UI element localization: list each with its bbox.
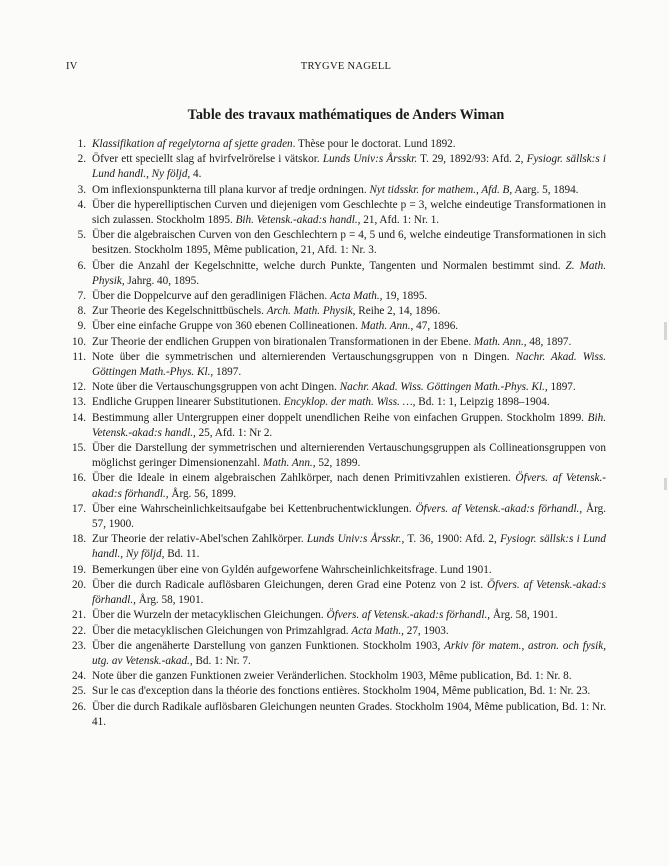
entry-segment: Sur le cas d'exception dans la théorie des fonctions entières. Stockholm 1904, Même publication, Bd. 1: Nr. 23. bbox=[92, 685, 591, 698]
bibliography-entry bbox=[64, 532, 606, 562]
entry-text bbox=[92, 260, 606, 287]
bibliography-list bbox=[64, 137, 606, 730]
entry-segment: Bd. 1: Nr. 7. bbox=[192, 654, 251, 667]
entry-segment: 21, Afd. 1: Nr. 1. bbox=[360, 214, 440, 227]
entry-journal: Öfvers. af Vetensk.-akad:s förhandl., bbox=[92, 472, 606, 500]
entry-journal: Math. Ann., bbox=[473, 335, 527, 348]
entry-number: 26. bbox=[72, 700, 86, 713]
scan-edge-mark bbox=[664, 322, 667, 340]
entry-number: 13. bbox=[72, 396, 86, 409]
bibliography-entry bbox=[64, 198, 606, 228]
entry-segment: Über die metacyklischen Gleichungen von Primzahlgrad. bbox=[92, 624, 352, 637]
entry-segment: Über die Darstellung der symmetrischen und alternierenden Vertauschungsgruppen als Collineationsgruppen von möglichst geringer Dimensionenzahl. bbox=[92, 442, 606, 470]
entry-segment: Årg. 57, 1900. bbox=[92, 502, 606, 531]
entry-journal: Nyt tidsskr. for mathem., Afd. B, bbox=[369, 183, 513, 196]
bibliography-entry bbox=[64, 319, 606, 334]
entry-number: 4. bbox=[77, 198, 86, 211]
entry-segment: Årg. 56, 1899. bbox=[168, 487, 237, 500]
entry-text bbox=[92, 336, 571, 348]
entry-segment: Öfver ett speciellt slag af hvirfvelrörelse i vätskor. bbox=[92, 153, 323, 166]
bibliography-entry bbox=[64, 137, 606, 152]
entry-text bbox=[92, 153, 606, 180]
entry-segment: Über eine einfache Gruppe von 360 ebenen Collineationen. bbox=[92, 320, 361, 333]
entry-segment: 52, 1899. bbox=[315, 457, 361, 470]
entry-segment: Aarg. 5, 1894. bbox=[512, 183, 579, 196]
entry-journal: Nachr. Akad. Wiss. Göttingen Math.-Phys. Kl., bbox=[339, 381, 548, 394]
bibliography-entry bbox=[64, 441, 606, 471]
entry-segment: T. 36, 1900: Afd. 2, bbox=[404, 533, 501, 546]
entry-text bbox=[92, 701, 606, 728]
entry-number: 2. bbox=[77, 153, 86, 166]
entry-segment: Über die Doppelcurve auf den geradlinigen Flächen. bbox=[92, 290, 330, 303]
entry-number: 5. bbox=[77, 229, 86, 242]
entry-journal: Math. Ann., bbox=[360, 320, 414, 333]
entry-text bbox=[92, 320, 458, 332]
entry-number: 8. bbox=[77, 305, 86, 318]
bibliography-entry bbox=[64, 624, 606, 639]
entry-text bbox=[92, 670, 572, 682]
bibliography-entry bbox=[64, 471, 606, 501]
entry-journal: Fysiogr. sällsk:s i Lund handl., Ny följd, bbox=[92, 153, 607, 181]
entry-journal: Öfvers. af Vetensk.-akad:s förhandl., bbox=[415, 502, 583, 515]
entry-journal: Bih. Vetensk.-akad:s handl., bbox=[235, 214, 361, 227]
entry-journal: Arkiv för matem., astron. och fysik, utg. av Vetensk.-akad., bbox=[92, 639, 606, 667]
entry-number: 1. bbox=[77, 138, 86, 150]
entry-segment: Bestimmung aller Untergruppen einer doppelt unendlichen Reihe von einfachen Gruppen. Stockholm 1899. bbox=[92, 411, 588, 424]
running-head bbox=[66, 61, 626, 75]
entry-journal: Math. Ann., bbox=[262, 457, 316, 470]
bibliography-entry bbox=[64, 259, 606, 289]
entry-segment: Über die algebraischen Curven von den Geschlechtern p = 4, 5 und 6, welche eindeutige Transformationen in sich besitzen. Stockholm 1895, Même publication, 21, Afd. 1: Nr. 3. bbox=[92, 229, 606, 257]
entry-segment: Über die Anzahl der Kegelschnitte, welche durch Punkte, Tangenten und Normalen bestimmt sind. bbox=[92, 259, 566, 272]
entry-segment: Bemerkungen über eine von Gyldén aufgeworfene Wahrscheinlichkeitsfrage. Lund 1901. bbox=[92, 563, 492, 576]
entry-segment: T. 29, 1892/93: Afd. 2, bbox=[417, 153, 527, 166]
entry-segment: Om inflexionspunkterna till plana kurvor af tredje ordningen. bbox=[92, 183, 370, 196]
entry-text bbox=[92, 640, 606, 667]
entry-segment: Reihe 2, 14, 1896. bbox=[355, 305, 441, 318]
entry-number: 21. bbox=[72, 609, 86, 622]
entry-journal: Öfvers. af Vetensk.-akad:s förhandl., bbox=[326, 609, 491, 622]
entry-journal: Klassifikation af regelytorna af sjette graden bbox=[92, 138, 293, 150]
entry-text bbox=[92, 305, 440, 317]
entry-text bbox=[92, 625, 449, 637]
bibliography-entry bbox=[64, 411, 606, 441]
entry-segment: 1897. bbox=[213, 366, 242, 379]
entry-segment: 4. bbox=[190, 168, 202, 181]
entry-journal: Öfvers. af Vetensk.-akad:s förhandl., bbox=[92, 578, 606, 607]
entry-segment: Über die angenäherte Darstellung von ganzen Funktionen. Stockholm 1903, bbox=[92, 639, 445, 652]
bibliography-entry bbox=[64, 152, 606, 182]
entry-text bbox=[92, 442, 606, 469]
entry-segment: 48, 1897. bbox=[526, 335, 572, 348]
entry-number: 25. bbox=[72, 685, 86, 698]
entry-segment: 27, 1903. bbox=[403, 624, 449, 637]
entry-segment: 47, 1896. bbox=[413, 320, 459, 333]
entry-segment: Über die Wurzeln der metacyklischen Gleichungen. bbox=[92, 609, 327, 622]
bibliography-entry bbox=[64, 639, 606, 669]
bibliography-entry bbox=[64, 304, 606, 319]
entry-number: 16. bbox=[72, 472, 86, 485]
bibliography-entry bbox=[64, 335, 606, 350]
running-head-author: TRYGVE NAGELL bbox=[300, 61, 392, 72]
entry-segment: Årg. 58, 1901. bbox=[135, 594, 204, 607]
entry-text bbox=[92, 184, 578, 196]
entry-journal: Acta Math., bbox=[329, 290, 383, 303]
entry-journal: Bih. Vetensk.-akad:s handl., bbox=[92, 411, 606, 439]
entry-text bbox=[92, 412, 606, 439]
entry-text bbox=[92, 351, 606, 378]
entry-number: 3. bbox=[77, 183, 86, 196]
bibliography-entry bbox=[64, 578, 606, 608]
entry-segment: Årg. 58, 1901. bbox=[490, 609, 558, 622]
entry-segment: Note über die symmetrischen und alternierenden Vertauschungsgruppen von n Dingen. bbox=[92, 350, 516, 363]
bibliography-entry bbox=[64, 684, 606, 699]
entry-segment: Über die Ideale in einem algebraischen Zahlkörper, nach denen Primitivzahlen existieren. bbox=[92, 472, 516, 485]
entry-text bbox=[92, 609, 558, 621]
scan-edge-mark bbox=[664, 478, 667, 490]
page-number: IV bbox=[66, 61, 78, 72]
entry-segment: Über eine Wahrscheinlichkeitsaufgabe bei Kettenbruchentwicklungen. bbox=[92, 502, 416, 515]
entry-number: 14. bbox=[72, 411, 86, 424]
bibliography-entry bbox=[64, 289, 606, 304]
entry-text bbox=[92, 229, 606, 256]
entry-segment: Über die durch Radikale auflösbaren Gleichungen neunten Grades. Stockholm 1904, Même publication, Bd. 1: Nr. 41. bbox=[92, 700, 606, 728]
entry-segment: Zur Theorie der endlichen Gruppen von birationalen Transformationen in der Ebene. bbox=[92, 335, 474, 348]
bibliography-entry bbox=[64, 183, 606, 198]
entry-journal: Acta Math., bbox=[351, 624, 404, 637]
entry-number: 10. bbox=[72, 335, 86, 348]
entry-journal: Encyklop. der math. Wiss. …, bbox=[283, 396, 416, 409]
entry-segment: Bd. 1: 1, Leipzig 1898–1904. bbox=[415, 396, 550, 409]
entry-text bbox=[92, 533, 606, 560]
bibliography-entry bbox=[64, 395, 606, 410]
entry-journal: Nachr. Akad. Wiss. Göttingen Math.-Phys. Kl., bbox=[92, 350, 607, 379]
entry-number: 7. bbox=[77, 290, 86, 303]
entry-text bbox=[92, 564, 492, 576]
entry-text bbox=[92, 685, 590, 697]
entry-text bbox=[92, 138, 456, 150]
entry-text bbox=[92, 199, 606, 226]
entry-number: 11. bbox=[72, 350, 86, 363]
entry-journal: Z. Math. Physik, bbox=[92, 259, 606, 287]
entry-journal: Arch. Math. Physik, bbox=[266, 305, 356, 318]
entry-segment: Note über die Vertauschungsgruppen von acht Dingen. bbox=[92, 381, 340, 394]
bibliography-entry bbox=[64, 350, 606, 380]
entry-segment: Jahrg. 40, 1895. bbox=[124, 274, 199, 287]
entry-text bbox=[92, 579, 606, 606]
entry-segment: 1897. bbox=[547, 381, 576, 394]
bibliography-entry bbox=[64, 228, 606, 258]
entry-number: 23. bbox=[72, 639, 86, 652]
entry-segment: Endliche Gruppen linearer Substitutionen. bbox=[92, 396, 284, 409]
entry-text bbox=[92, 290, 427, 302]
entry-segment: Über die durch Radicale auflösbaren Gleichungen, deren Grad eine Potenz von 2 ist. bbox=[92, 578, 488, 591]
entry-text bbox=[92, 472, 606, 499]
bibliography-entry bbox=[64, 502, 606, 532]
entry-journal: Fysiogr. sällsk:s i Lund handl., Ny följd, bbox=[92, 533, 606, 561]
entry-number: 24. bbox=[72, 670, 86, 683]
entry-segment: Bd. 11. bbox=[164, 548, 200, 561]
entry-text bbox=[92, 381, 576, 393]
entry-segment: Zur Theorie des Kegelschnittbüschels. bbox=[92, 305, 267, 318]
entry-text bbox=[92, 396, 550, 408]
entry-segment: Über die hyperelliptischen Curven und diejenigen vom Geschlechte p = 3, welche eindeutige Transformationen in sich zulassen. Stockholm 1895. bbox=[92, 198, 606, 227]
bibliography-entry bbox=[64, 669, 606, 684]
entry-segment: . Thèse pour le doctorat. Lund 1892. bbox=[292, 138, 456, 150]
entry-number: 6. bbox=[77, 259, 86, 272]
entry-text bbox=[92, 503, 606, 530]
entry-number: 17. bbox=[72, 502, 86, 515]
entry-journal: Lunds Univ:s Årsskr., bbox=[306, 533, 405, 546]
entry-number: 22. bbox=[72, 624, 86, 637]
entry-number: 15. bbox=[72, 442, 86, 455]
bibliography-entry bbox=[64, 563, 606, 578]
entry-number: 12. bbox=[72, 381, 86, 394]
entry-journal: Lunds Univ:s Årsskr. bbox=[322, 153, 418, 166]
entry-number: 20. bbox=[72, 578, 86, 591]
entry-number: 18. bbox=[72, 533, 86, 546]
entry-segment: Note über die ganzen Funktionen zweier Veränderlichen. Stockholm 1903, Même publication, Bd. 1: Nr. 8. bbox=[92, 670, 572, 683]
entry-segment: 19, 1895. bbox=[382, 290, 428, 303]
entry-segment: 25, Afd. 1: Nr 2. bbox=[195, 426, 273, 439]
bibliography-entry bbox=[64, 608, 606, 623]
bibliography-entry bbox=[64, 380, 606, 395]
bibliography-entry bbox=[64, 700, 606, 730]
page-title: Table des travaux mathématiques de Anders Wiman bbox=[187, 107, 505, 123]
entry-number: 19. bbox=[72, 563, 86, 576]
entry-segment: Zur Theorie der relativ-Abel'schen Zahlkörper. bbox=[92, 533, 307, 546]
entry-number: 9. bbox=[77, 320, 86, 333]
